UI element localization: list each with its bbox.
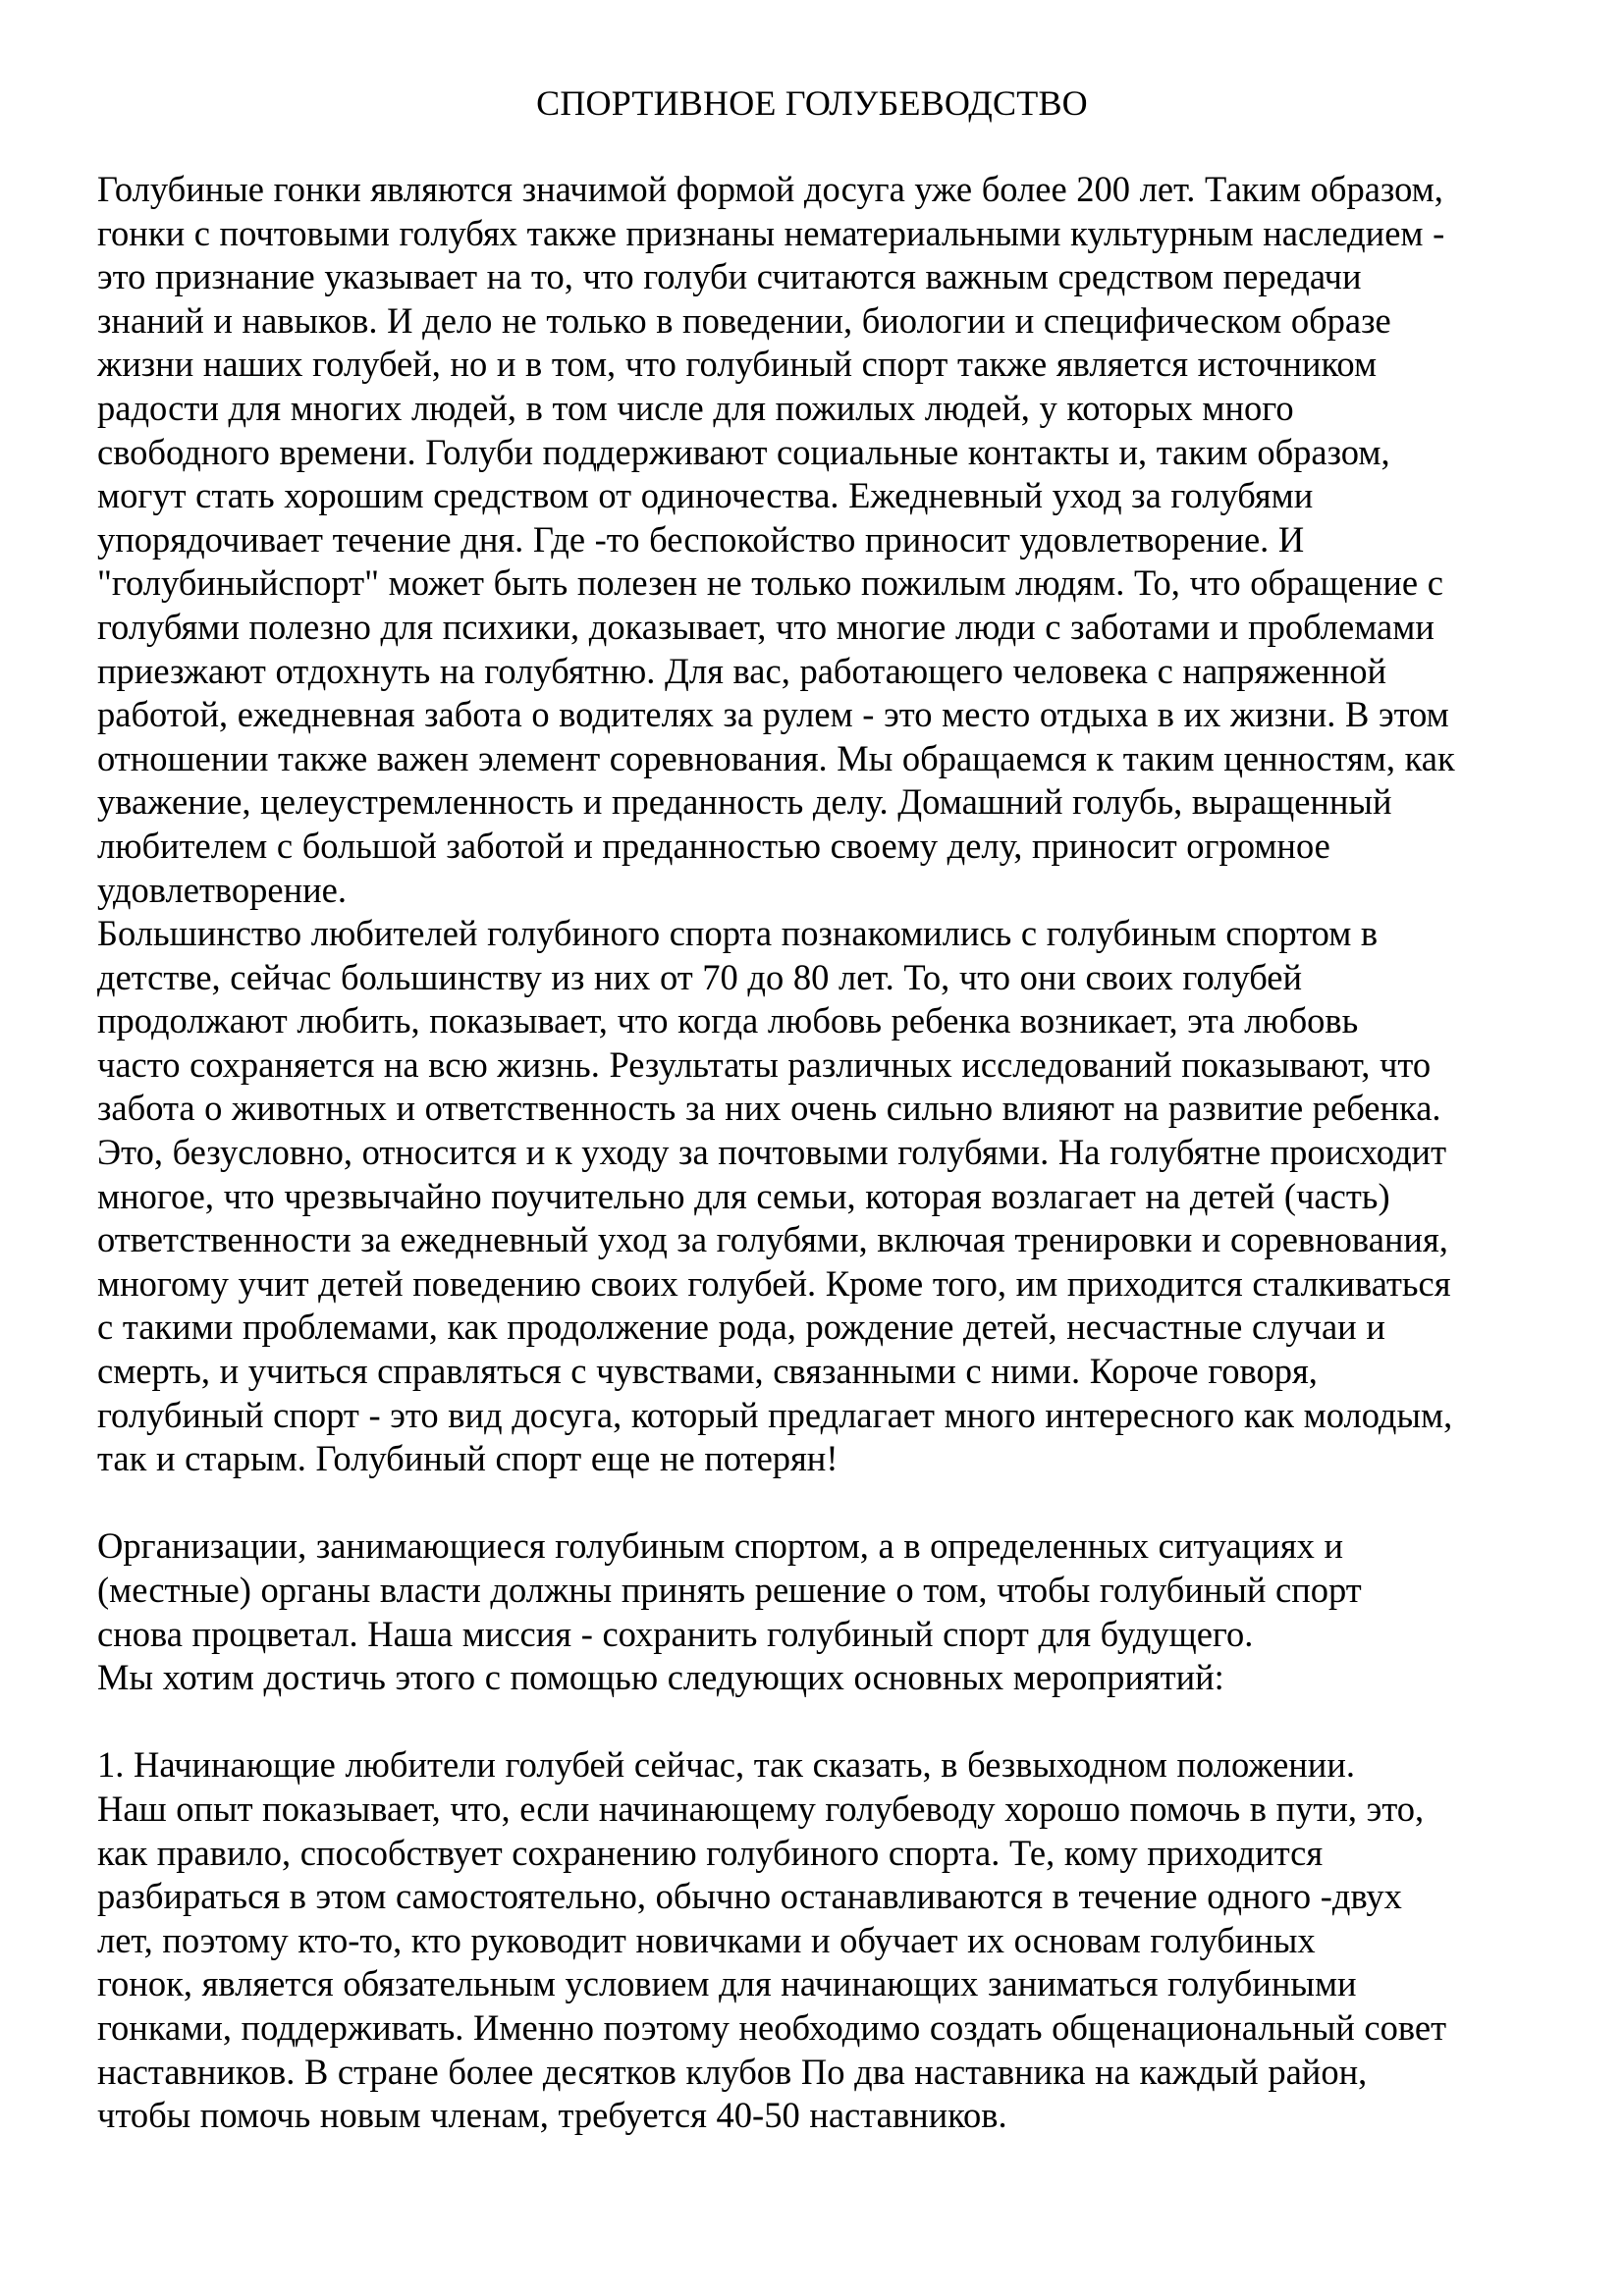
text-line: многое, что чрезвычайно поучительно для семьи, которая возлагает на детей (часть): [97, 1175, 1390, 1216]
text-line: знаний и навыков. И дело не только в поведении, биологии и специфическом образе: [97, 299, 1391, 341]
text-line: Организации, занимающиеся голубиным спортом, а в определенных ситуациях и: [97, 1525, 1344, 1567]
text-line: Наш опыт показывает, что, если начинающему голубеводу хорошо помочь в пути, это,: [97, 1788, 1425, 1829]
text-line: приезжают отдохнуть на голубятню. Для вас, работающего человека с напряженной: [97, 650, 1387, 691]
text-line: снова процветал. Наша миссия - сохранить голубиный спорт для будущего.: [97, 1613, 1254, 1654]
text-line: Голубиные гонки являются значимой формой досуга уже более 200 лет. Таким образом,: [97, 169, 1443, 209]
text-line: как правило, способствует сохранению голубиного спорта. Те, кому приходится: [97, 1832, 1324, 1873]
document-title: СПОРТИВНОЕ ГОЛУБЕВОДСТВО: [536, 83, 1088, 123]
text-line: упорядочивает течение дня. Где -то беспокойство приносит удовлетворение. И: [97, 518, 1305, 560]
text-line: свободного времени. Голуби поддерживают социальные контакты и, таким образом,: [97, 431, 1390, 472]
text-line: смерть, и учиться справляться с чувствами, связанными с ними. Короче говоря,: [97, 1351, 1318, 1392]
text-line: (местные) органы власти должны принять решение о том, чтобы голубиный спорт: [97, 1570, 1362, 1610]
text-line: наставников. В стране более десятков клубов По два наставника на каждый район,: [97, 2051, 1368, 2092]
text-line: гонок, является обязательным условием для начинающих заниматься голубиными: [97, 1963, 1357, 2004]
blank-line: [97, 1481, 1570, 1525]
text-line: часто сохраняется на всю жизнь. Результаты различных исследований показывают, что: [97, 1043, 1432, 1085]
text-line: голубями полезно для психики, доказывает, что многие люди с заботами и проблемами: [97, 606, 1435, 647]
text-line: с такими проблемами, как продолжение рода, рождение детей, несчастные случаи и: [97, 1307, 1385, 1348]
document-body: [97, 168, 1570, 2138]
text-line: ответственности за ежедневный уход за голубями, включая тренировки и соревнования,: [97, 1219, 1448, 1260]
text-line: многому учит детей поведению своих голубей. Кроме того, им приходится сталкиваться: [97, 1262, 1451, 1304]
text-line: чтобы помочь новым членам, требуется 40-50 наставников.: [97, 2095, 1007, 2136]
text-line: это признание указывает на то, что голуби считаются важным средством передачи: [97, 256, 1362, 297]
text-line: разбираться в этом самостоятельно, обычно останавливаются в течение одного -двух: [97, 1876, 1402, 1917]
text-line: удовлетворение.: [97, 869, 347, 910]
text-line: работой, ежедневная забота о водителях за рулем - это место отдыха в их жизни. В этом: [97, 694, 1449, 735]
text-line: могут стать хорошим средством от одиночества. Ежедневный уход за голубями: [97, 475, 1314, 516]
text-line: 1. Начинающие любители голубей сейчас, так сказать, в безвыходном положении.: [97, 1744, 1356, 1786]
text-line: гонками, поддерживать. Именно поэтому необходимо создать общенациональный совет: [97, 2006, 1447, 2048]
text-line: "голубиныйспорт" может быть полезен не только пожилым людям. То, что обращение с: [97, 562, 1443, 604]
blank-line: [97, 1700, 1570, 1744]
text-line: забота о животных и ответственность за них очень сильно влияют на развитие ребенка.: [97, 1088, 1441, 1129]
text-line: гонки с почтовыми голубях также признаны нематериальными культурным наследием -: [97, 212, 1445, 253]
text-line: Мы хотим достичь этого с помощью следующих основных мероприятий:: [97, 1657, 1224, 1698]
text-line: так и старым. Голубиный спорт еще не потерян!: [97, 1438, 839, 1479]
text-line: любителем с большой заботой и преданностью своему делу, приносит огромное: [97, 825, 1330, 866]
text-line: Это, безусловно, относится и к уходу за почтовыми голубями. На голубятне происходит: [97, 1132, 1447, 1173]
text-line: лет, поэтому кто-то, кто руководит новичками и обучает их основам голубиных: [97, 1919, 1316, 1960]
text-line: уважение, целеустремленность и преданность делу. Домашний голубь, выращенный: [97, 781, 1392, 823]
text-line: радости для многих людей, в том числе для пожилых людей, у которых много: [97, 387, 1294, 428]
text-line: детстве, сейчас большинству из них от 70 до 80 лет. То, что они своих голубей: [97, 956, 1303, 997]
text-line: отношении также важен элемент соревнования. Мы обращаемся к таким ценностям, как: [97, 737, 1455, 778]
text-line: продолжают любить, показывает, что когда любовь ребенка возникает, эта любовь: [97, 1000, 1359, 1041]
text-line: Большинство любителей голубиного спорта познакомились с голубиным спортом в: [97, 913, 1379, 954]
text-line: голубиный спорт - это вид досуга, который предлагает много интересного как молодым,: [97, 1394, 1453, 1435]
text-line: жизни наших голубей, но и в том, что голубиный спорт также является источником: [97, 344, 1378, 385]
